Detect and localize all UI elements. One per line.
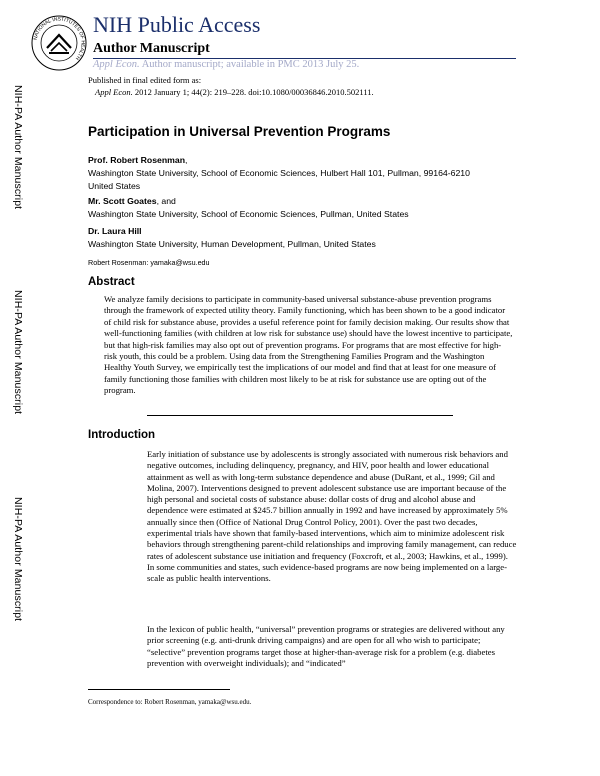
- side-label-3: NIH-PA Author Manuscript: [12, 497, 24, 622]
- footnote-rule: [88, 689, 230, 690]
- side-label-2: NIH-PA Author Manuscript: [12, 290, 24, 415]
- intro-paragraph-1: Early initiation of substance use by adolescents is strongly associated with numerous risk behaviors and negative outcomes, including delinquency, pregnancy, and HIV, poor health and lower educational attainment as well as with long-term substance dependence and abuse (DuRant, et al., 1999; Gil and Molina, 2007). Interventions designed to prevent adolescent substance use are important because of the high personal and societal costs of substance abuse: dollar costs of drug and alcohol abuse and dependence were estimated at $245.7 billion annually in 1992 and have increased by approximately 5% annually since then (Office of National Drug Control Policy, 2001). Over the past two decades, experimental trials have shown that family-based interventions, which aim to minimize adolescent risk behaviors through strengthening parent-child relationships and improving family management, can reduce rates of adolescent substance use initiation and frequency (Foxcroft, et al., 2003; Hawkins, et al., 1999). In some communities and states, such evidence-based programs are now being implemented on a large-scale as public health interventions.: [147, 449, 517, 584]
- abstract-rule: [147, 415, 453, 416]
- header-title: NIH Public Access: [93, 12, 261, 37]
- publication-reference: [95, 87, 374, 97]
- author-1-name: [88, 155, 187, 165]
- author-1-affiliation: Washington State University, School of Economic Sciences, Hulbert Hall 101, Pullman, 99164-6210 United States: [88, 168, 470, 191]
- nih-seal-logo: [30, 14, 88, 72]
- author-2-suffix: , and: [156, 196, 176, 206]
- author-3-name-text: Dr. Laura Hill: [88, 226, 142, 236]
- side-label-1: NIH-PA Author Manuscript: [12, 85, 24, 210]
- author-3-affiliation: Washington State University, Human Development, Pullman, United States: [88, 239, 376, 249]
- pubref-journal: Appl Econ.: [95, 87, 133, 97]
- availability-journal: Appl Econ.: [93, 59, 140, 70]
- header-subtitle: Author Manuscript: [93, 41, 210, 56]
- availability-text: Author manuscript; available in PMC 2013 July 25.: [139, 59, 360, 70]
- availability-line: [93, 59, 359, 70]
- intro-paragraph-2: In the lexicon of public health, “universal” prevention programs or strategies are delivered without any prior screening (e.g. anti-drunk driving campaigns) and are open for all who wish to participate; “selective” prevention programs target those at higher-than-average risk for a problem (e.g. diabetes prevention with overweight individuals); and “indicated”: [147, 624, 505, 668]
- author-3-name: [88, 226, 142, 236]
- published-note: Published in final edited form as:: [88, 75, 202, 85]
- author-2-affiliation: Washington State University, School of Economic Sciences, Pullman, United States: [88, 209, 409, 219]
- author-2-name: [88, 196, 176, 206]
- author-1-suffix: ,: [185, 155, 188, 165]
- corresponding-email: Robert Rosenman: yamaka@wsu.edu: [88, 258, 210, 267]
- abstract-heading: Abstract: [88, 276, 135, 288]
- pubref-details: 2012 January 1; 44(2): 219–228. doi:10.1080/00036846.2010.502111.: [132, 87, 374, 97]
- introduction-heading: Introduction: [88, 429, 156, 441]
- paper-title: Participation in Universal Prevention Programs: [88, 124, 391, 139]
- author-2-name-text: Mr. Scott Goates: [88, 196, 157, 206]
- svg-text:NATIONAL INSTITUTES OF HEALTH: NATIONAL INSTITUTES OF HEALTH: [32, 16, 86, 61]
- abstract-text: We analyze family decisions to participate in community-based universal substance-abuse prevention programs through the framework of expected utility theory. Family functioning, which has been shown to be a good indicator of child risk for substance abuse, provides a useful reference point for family decision making. Our results show that well-functioning families (with children at low risk for substance use) should have the lowest incentive to participate, but that high-risk families may also opt out of prevention programs. For programs that are most effective for high-risk youth, this could be a problem. Using data from the Strengthening Families Program and the Washington Healthy Youth Survey, we empirically test the implications of our model and find that at least for one measure of family functioning those families with children most likely to be at risk for substance use are opting out of the program.: [104, 294, 513, 396]
- footnote: Correspondence to: Robert Rosenman, yamaka@wsu.edu.: [88, 698, 252, 706]
- author-1-name-text: Prof. Robert Rosenman: [88, 155, 186, 165]
